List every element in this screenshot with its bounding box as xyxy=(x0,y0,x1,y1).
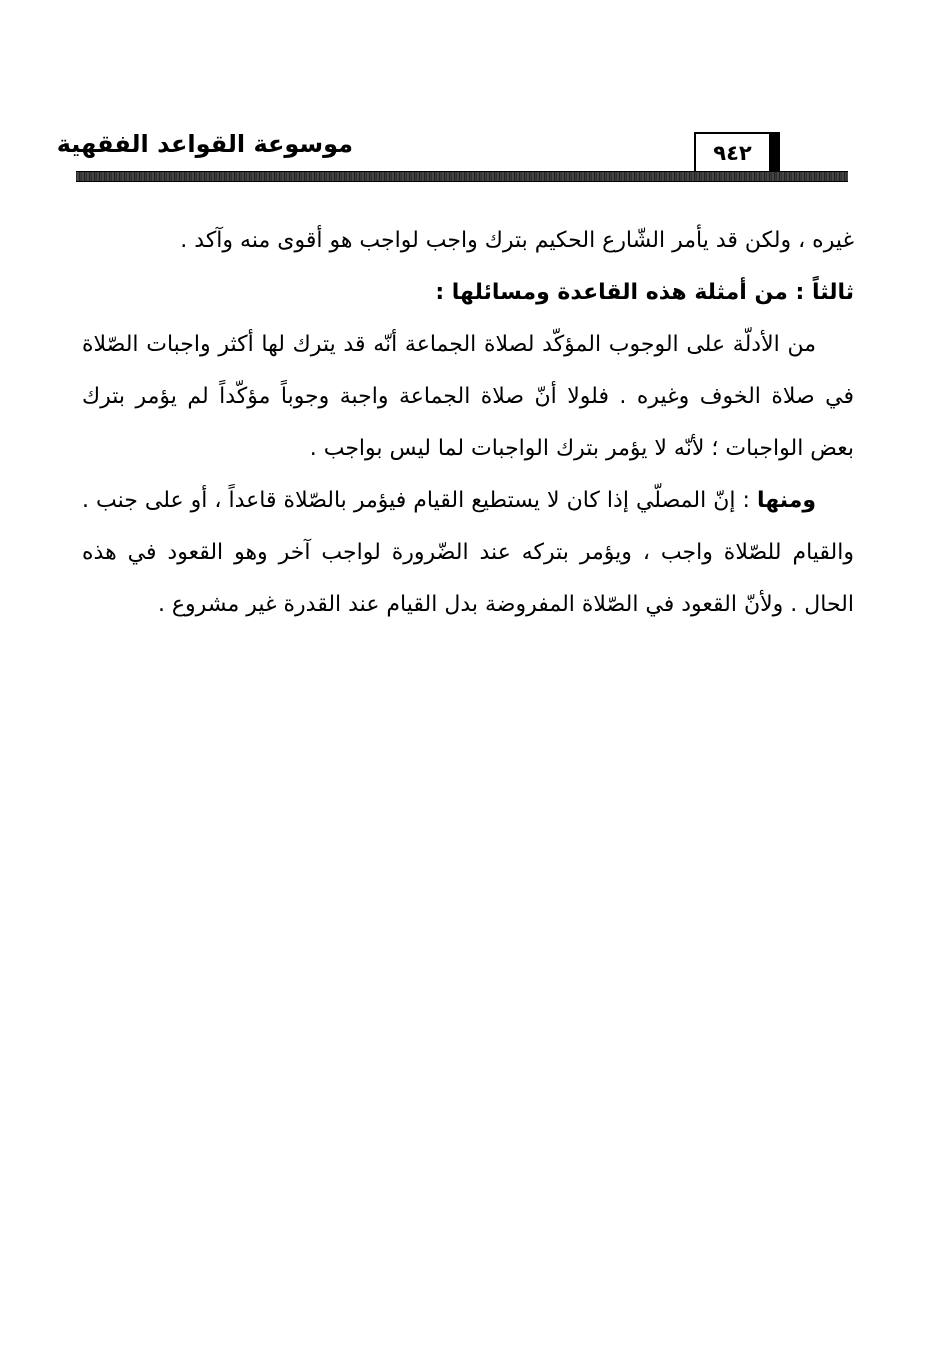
book-title: موسوعة القواعد الفقهية xyxy=(56,130,353,158)
page-header xyxy=(56,124,848,184)
section-heading: ثالثاً : من أمثلة هذه القاعدة ومسائلها : xyxy=(435,280,854,305)
page-body xyxy=(82,215,854,631)
paragraph-example-text: : إنّ المصلّي إذا كان لا يستطيع القيام فيؤمر بالصّلاة قاعداً ، أو على جنب . والقيام للصّلاة واجب ، ويؤمر بتركه عند الضّرورة لواجب آخر وهو القعود في هذه الحال . ولأنّ القعود في الصّلاة المفروضة بدل القيام عند القدرة غير مشروع . xyxy=(82,488,854,617)
page-number: ٩٤٢ xyxy=(713,141,752,165)
paragraph-continuation: غيره ، ولكن قد يأمر الشّارع الحكيم بترك واجب لواجب هو أقوى منه وآكد . xyxy=(180,228,854,253)
paragraph-example-lead: ومنها xyxy=(756,488,816,513)
paragraph-example xyxy=(82,475,854,631)
paragraph-evidence-text: من الأدلّة على الوجوب المؤكّد لصلاة الجماعة أنّه قد يترك لها أكثر واجبات الصّلاة في صلاة الخوف وغيره . فلولا أنّ صلاة الجماعة واجبة وجوباً مؤكّداً لم يؤمر بترك بعض الواجبات ؛ لأنّه لا يؤمر بترك الواجبات لما ليس بواجب . xyxy=(82,332,854,461)
page-number-box xyxy=(694,132,780,172)
header-rule xyxy=(76,171,848,182)
paragraph-evidence xyxy=(82,319,854,475)
